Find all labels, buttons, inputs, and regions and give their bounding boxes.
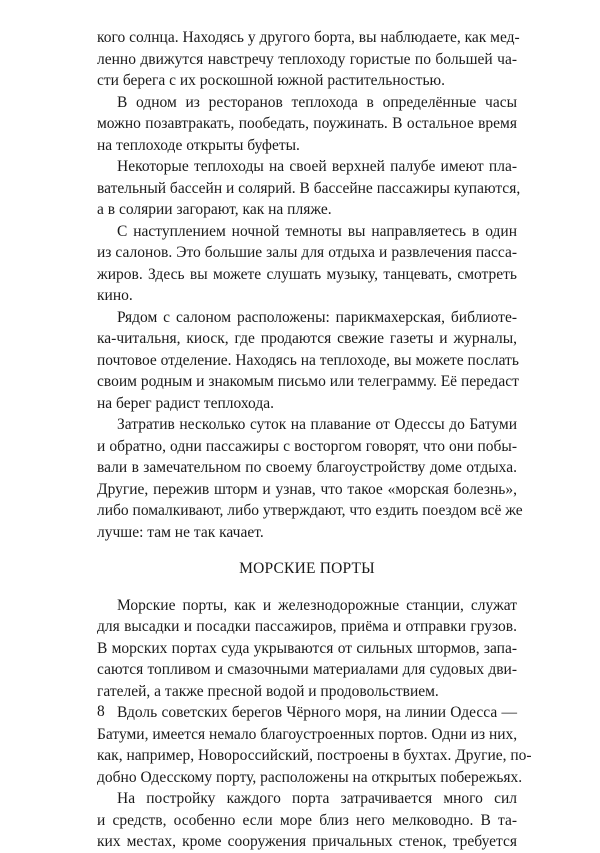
text-line: Вдоль советских берегов Чёрного моря, на линии Одесса — [117, 704, 517, 721]
text-line: ка-читальня, киоск, где продаются свежие газеты и журналы, [97, 330, 517, 347]
paragraph [97, 27, 520, 92]
text-line: для высадки и посадки пассажиров, приёма и отправки грузов. [97, 618, 517, 635]
text-line: на берег радист теплохода. [97, 394, 274, 412]
paragraph [97, 702, 532, 788]
text-line: Некоторые теплоходы на своей верхней палубе имеют пла- [117, 158, 517, 175]
paragraph [97, 788, 517, 853]
text-line: как, например, Новороссийский, построены в бухтах. Другие, по- [97, 747, 532, 764]
paragraph [97, 221, 517, 307]
text-block [97, 27, 532, 853]
paragraph [97, 307, 517, 415]
text-line: гателей, а также пресной водой и продовольствием. [97, 682, 439, 700]
text-line: и средств, особенно если море близ него мелководно. В та- [97, 811, 517, 829]
text-line: На постройку каждого порта затрачивается много сил [117, 790, 517, 807]
text-line: вали в замечательном по своему благоустройству доме отдыха. [97, 459, 517, 476]
text-line: почтовое отделение. Находясь на теплоходе, вы можете послать [97, 351, 519, 369]
paragraphs-before [97, 27, 523, 543]
text-line: на теплоходе открыты буфеты. [97, 136, 300, 154]
paragraphs-after [97, 595, 532, 853]
text-line: своим родным и знакомым письмо или телеграмму. Её передаст [97, 373, 519, 390]
text-line: кино. [97, 287, 133, 304]
text-line: ленно движутся навстречу теплоходу гористые по большей ча- [97, 50, 517, 68]
text-line: кого солнца. Находясь у другого борта, вы наблюдаете, как мед- [97, 29, 520, 46]
text-line: либо помалкивают, либо утверждают, что ездить поездом всё же [97, 502, 523, 519]
text-line: В морских портах суда укрываются от сильных штормов, запа- [97, 639, 517, 657]
text-line: Батуми, имеется немало благоустроенных портов. Одни из них, [97, 725, 518, 743]
paragraph [97, 92, 517, 157]
text-line: лучше: там не так качает. [97, 523, 264, 541]
text-line: и обратно, одни пассажиры с восторгом говорят, что они побы- [97, 437, 517, 455]
text-line: а в солярии загорают, как на пляже. [97, 201, 332, 218]
text-line: можно позавтракать, пообедать, поужинать. В остальное время [97, 115, 517, 132]
page-number: 8 [97, 703, 105, 720]
text-line: из салонов. Это большие залы для отдыха и развлечения пасса- [97, 244, 517, 261]
text-line: саются топливом и смазочными материалами для судовых дви- [97, 661, 517, 678]
text-line: добно Одесскому порту, расположены на открытых побережьях. [97, 768, 523, 786]
text-line: жиров. Здесь вы можете слушать музыку, танцевать, смотреть [97, 265, 517, 283]
section-heading: МОРСКИЕ ПОРТЫ [239, 560, 375, 577]
text-line: сти берега с их роскошной южной растительностью. [97, 72, 445, 89]
text-line: В одном из ресторанов теплохода в определённые часы [117, 93, 517, 111]
paragraph [97, 595, 517, 703]
text-line: Морские порты, как и железнодорожные станции, служат [117, 596, 517, 614]
text-line: Рядом с салоном расположены: парикмахерская, библиоте- [117, 308, 517, 326]
text-line: вательный бассейн и солярий. В бассейне пассажиры купаются, [97, 179, 521, 197]
text-line: Другие, пережив шторм и узнав, что такое «морская болезнь», [97, 480, 517, 498]
paragraph [97, 414, 523, 543]
text-line: ких местах, кроме сооружения причальных стенок, требуется [97, 833, 517, 850]
text-line: С наступлением ночной темноты вы направляетесь в один [117, 222, 517, 240]
text-line: Затратив несколько суток на плавание от Одессы до Батуми [117, 416, 517, 433]
paragraph [97, 156, 521, 221]
